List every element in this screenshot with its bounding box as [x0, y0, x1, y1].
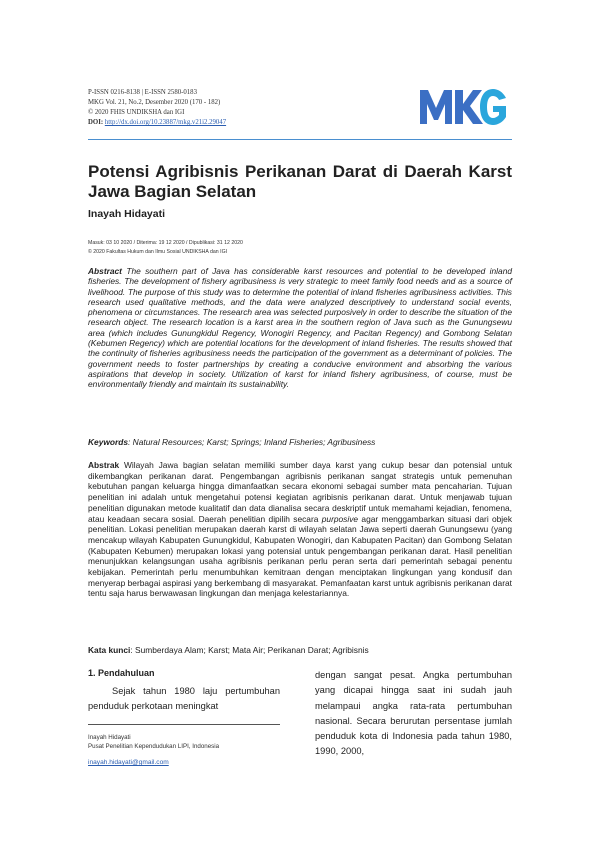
kata-kunci-text: : Sumberdaya Alam; Karst; Mata Air; Perikanan Darat; Agribisnis [130, 645, 369, 655]
doi-line [88, 118, 226, 128]
body-right-column: dengan sangat pesat. Angka pertumbuhan yang dicapai hingga saat ini sudah jauh melampaui angka rata-rata pertumbuhan nasional. Secara berurutan persentase jumlah penduduk kota di Indonesia pada tahun 1980, 1990, 2000, [315, 670, 512, 757]
footnote-rule [88, 724, 280, 725]
issn-line: P-ISSN 0216-8138 | E-ISSN 2580-0183 [88, 89, 197, 96]
logo-letter-k [455, 90, 483, 124]
body-left-column: Sejak tahun 1980 laju pertumbuhan penduduk perkotaan meningkat [88, 686, 280, 712]
logo-letter-m [420, 90, 452, 124]
copyright-line: © 2020 FHIS UNDIKSHA dan IGI [88, 109, 185, 116]
abstrak-label: Abstrak [88, 460, 120, 470]
abstrak-text-1: Wilayah Jawa bagian selatan memiliki sumber daya karst yang cukup besar dan potensial untuk dikembangkan perikanan darat. Pengembangan agribisnis perikanan sangat strategis untuk pemenuhan kebutuhan pangan keluarga hingga dimanfaatkan secara ekonomi sebagai sumber mata pencaharian. Tujuan penelitian ini adalah untuk mengetahui potensi kegiatan agribisnis perikanan darat. Untuk menjawab tujuan penelitian digunakan metode kualitatif dan data dianalisa secara deskriptif untuk memahami kejadian, fenomena, atau keadaan secara sosial. Daerah penelitian dipilih secara [88, 460, 513, 524]
abstract-indonesian [88, 460, 512, 599]
abstrak-italic-word: purposive [321, 513, 359, 524]
author-name: Inayah Hidayati [88, 208, 166, 220]
abstract-english [88, 266, 512, 390]
kata-kunci-label: Kata kunci [88, 645, 131, 655]
abstrak-text-2: agar menggambarkan situasi dari objek penelitian. Lokasi penelitian merupakan daerah karst di wilayah selatan Jawa seperti daerah Gunungsewu (yang mencakup wilayah Kabupaten Gunungkidul, Kabupaten Wonogiri, dan Kabupaten Pacitan) dan Gombong Selatan (Kabupaten Kebumen) merupakan lokasi yang potensial untuk pengembangan perikanan darat. Hasil penelitian menunjukkan kelangsungan usaha agribisnis perikanan perlu peran serta dari pemerintah sebagai penentu kebijakan. Pemerintah perlu menumbuhkan kemitraan dengan menciptakan lingkungan yang kondusif dan menyerap berbagai aspirasi yang berkembang di masyarakat. Pemanfaatan karst untuk agribisnis perikanan darat tentu saja harus berwawasan lingkungan dan menjaga kelestariannya. [88, 513, 513, 599]
footnote-name: Inayah Hidayati [88, 734, 131, 741]
footnote-affiliation: Pusat Penelitian Kependudukan LIPI, Indonesia [88, 743, 220, 750]
volume-line: MKG Vol. 21, No.2, Desember 2020 (170 - 182) [88, 99, 221, 106]
section-heading: 1. Pendahuluan [88, 668, 155, 678]
keywords-text: : Natural Resources; Karst; Springs; Inland Fisheries; Agribusiness [128, 437, 376, 447]
journal-meta [88, 88, 226, 128]
doi-label: DOI: [88, 119, 104, 126]
header-rule [88, 139, 512, 140]
keywords-label: Keywords [88, 437, 129, 447]
journal-logo [418, 84, 508, 128]
abstract-text: The southern part of Java has considerable karst resources and potential to be developed inland fisheries. The development of fishery agribusiness is very strategic to meet family food needs and as a source of livelihood. The purpose of this study was to determine the potential of inland fisheries agribusiness activities. This research used qualitative methods, and the data were analyzed descriptively to understand social events, phenomena or circumstances. The research area was selected purposively in order to describe the situation of the research object. The research location is a karst area in the southern region of Java such as the Gunungsewu area (which includes Gunungkidul Regency, Wonogiri Regency, and Pacitan Regency) and Gombong Selatan (Kebumen Regency) which are potential locations for the development of inland fisheries. The results showed that the continuity of fisheries agribusiness needs the participation of the government as a determinant of policies. The government needs to foster partnerships by creating a conducive environment and absorbing the various aspirations that develop in society. Utilization of karst for inland fishery agribusiness, of course, must be environmentally friendly and maintain its sustainability. [88, 266, 513, 390]
license-line: © 2020 Fakultas Hukum dan Ilmu Sosial UNDIKSHA dan IGI [88, 249, 228, 255]
author-email-link[interactable]: inayah.hidayati@gmail.com [88, 759, 169, 766]
footnote [88, 733, 219, 751]
keywords-indonesian [88, 645, 512, 655]
keywords-english [88, 437, 512, 447]
article-dates [88, 239, 243, 257]
date-line: Masuk: 03 10 2020 / Diterima: 19 12 2020 / Dipublikasi: 31 12 2020 [88, 240, 243, 246]
logo-letter-g [480, 89, 506, 125]
abstract-label: Abstract [88, 266, 122, 276]
article-title: Potensi Agribisnis Perikanan Darat di Daerah Karst Jawa Bagian Selatan [88, 162, 512, 201]
doi-link[interactable]: http://dx.doi.org/10.23887/mkg.v21i2.29047 [104, 119, 227, 126]
